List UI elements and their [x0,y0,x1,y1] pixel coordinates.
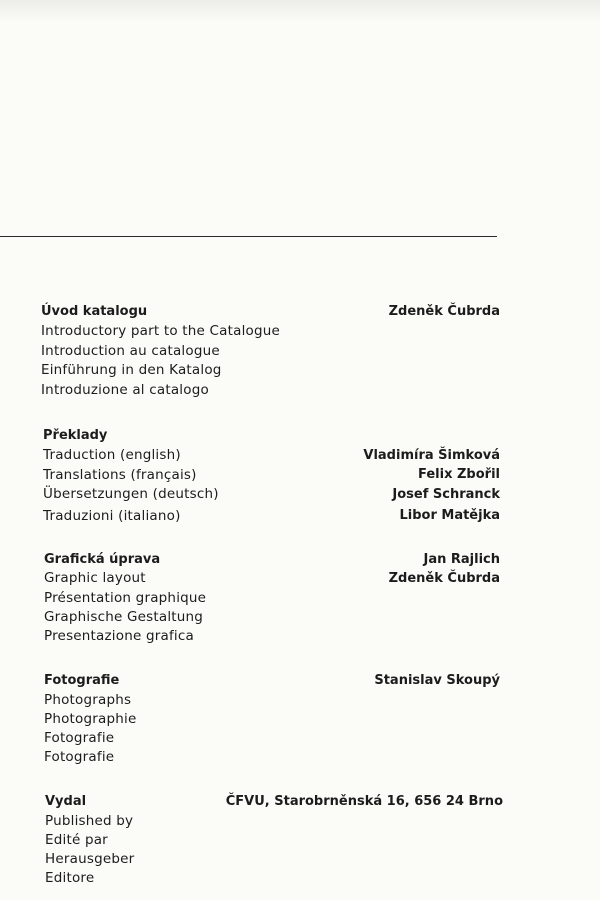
translation-line: Introduzione al catalogo [41,382,209,398]
translation-line: Fotografie [44,749,115,765]
section-heading: Překlady [43,428,108,443]
translation-line: Traduzioni (italiano) [43,508,181,524]
credit-name: Josef Schranck [392,487,500,502]
credit-name: Jan Rajlich [423,552,500,567]
section-heading: Vydal [45,794,87,809]
translation-line: Übersetzungen (deutsch) [43,486,219,502]
translation-line: Herausgeber [45,851,135,867]
translation-line: Published by [45,813,134,829]
translation-line: Presentazione grafica [44,628,194,644]
translation-line: Edité par [45,832,108,848]
translation-line: Editore [45,870,95,886]
translation-line: Traduction (english) [43,447,181,463]
translation-line: Einführung in den Katalog [41,362,222,378]
publisher-address: ČFVU, Starobrněnská 16, 656 24 Brno [225,794,503,809]
section-heading: Fotografie [44,673,120,688]
credit-name: Felix Zbořil [418,467,500,482]
credit-name: Zdeněk Čubrda [388,571,500,586]
credit-name: Libor Matějka [399,508,500,523]
translation-line: Translations (français) [43,467,197,483]
section-heading: Úvod katalogu [41,304,148,319]
section-heading: Grafická úprava [44,552,161,567]
translation-line: Graphische Gestaltung [44,609,204,625]
translation-line: Introductory part to the Catalogue [41,323,281,339]
top-show-through [0,0,600,22]
credit-name: Stanislav Skoupý [374,673,500,688]
translation-line: Fotografie [44,730,115,746]
credit-name: Zdeněk Čubrda [388,304,500,319]
translation-line: Photographie [44,711,137,727]
credit-name: Vladimíra Šimková [363,448,500,463]
translation-line: Graphic layout [44,570,146,586]
translation-line: Introduction au catalogue [41,343,220,359]
translation-line: Photographs [44,692,132,708]
translation-line: Présentation graphique [44,590,207,606]
horizontal-rule [0,236,497,237]
